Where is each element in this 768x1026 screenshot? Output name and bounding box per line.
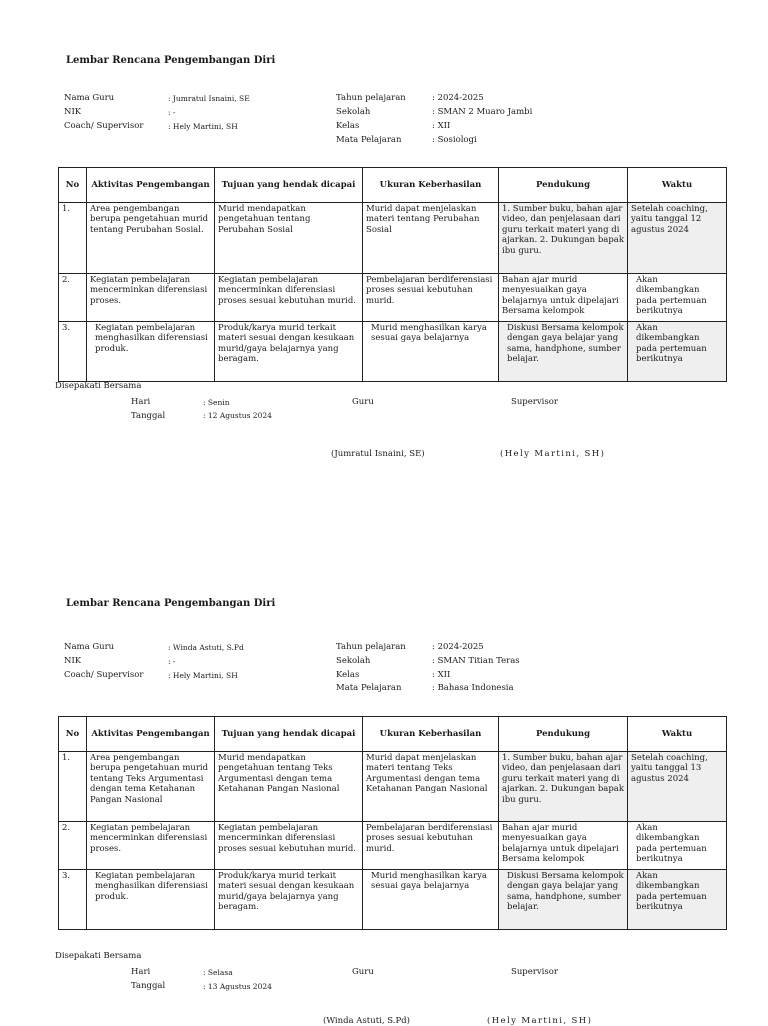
cell-ukuran: Pembelajaran berdiferensiasi proses sesuai kebutuhan murid.	[363, 822, 499, 870]
value-mata-pelajaran: : Sosiologi	[432, 135, 477, 145]
hari-label: Hari	[131, 397, 151, 407]
value-coach-supervisor: : Hely Martini, SH	[168, 671, 238, 680]
cell-tujuan: Kegiatan pembelajaran mencerminkan diferensiasi proses sesuai kebutuhan murid.	[215, 822, 363, 870]
value-nama-guru: : Jumratul Isnaini, SE	[168, 94, 250, 103]
cell-pendukung: 1. Sumber buku, bahan ajar video, dan penjelasaan dari guru terkait materi yang di ajarkan. 2. Dukungan bapak ibu guru.	[499, 203, 628, 274]
cell-ukuran: Murid menghasilkan karya sesuai gaya belajarnya	[363, 322, 499, 382]
cell-ukuran: Murid dapat menjelaskan materi tentang Perubahan Sosial	[363, 203, 499, 274]
cell-ukuran: Pembelajaran berdiferensiasi proses sesuai kebutuhan murid.	[363, 274, 499, 322]
supervisor-signature: (Hely Martini, SH)	[487, 1016, 593, 1026]
label-tahun-pelajaran: Tahun pelajaran	[336, 642, 406, 652]
header-aktivitas: Aktivitas Pengembangan	[87, 717, 215, 752]
cell-tujuan: Kegiatan pembelajaran mencerminkan diferensiasi proses sesuai kebutuhan murid.	[215, 274, 363, 322]
cell-waktu: Akan dikembangkan pada pertemuan berikutnya	[628, 822, 727, 870]
cell-aktivitas: Kegiatan pembelajaran mencerminkan diferensiasi proses.	[87, 274, 215, 322]
cell-no: 1.	[59, 203, 87, 274]
header-waktu: Waktu	[628, 717, 727, 752]
table-row	[59, 203, 727, 274]
cell-no: 2.	[59, 274, 87, 322]
header-aktivitas: Aktivitas Pengembangan	[87, 168, 215, 203]
value-kelas: : XII	[432, 121, 451, 131]
guru-label: Guru	[352, 397, 374, 407]
label-mata-pelajaran: Mata Pelajaran	[336, 135, 402, 145]
value-mata-pelajaran: : Bahasa Indonesia	[432, 683, 514, 693]
cell-waktu: Setelah coaching, yaitu tanggal 12 agustus 2024	[628, 203, 727, 274]
header-pendukung: Pendukung	[499, 168, 628, 203]
cell-aktivitas: Area pengembangan berupa pengetahuan murid tentang Perubahan Sosial.	[87, 203, 215, 274]
cell-aktivitas: Area pengembangan berupa pengetahuan murid tentang Teks Argumentasi dengan tema Ketahanan Pangan Nasional	[87, 752, 215, 822]
tanggal-label: Tanggal	[131, 981, 166, 991]
label-nama-guru: Nama Guru	[64, 642, 115, 652]
header-tujuan: Tujuan yang hendak dicapai	[215, 168, 363, 203]
table-header-row	[59, 168, 727, 203]
cell-waktu: Akan dikembangkan pada pertemuan berikutnya	[628, 870, 727, 930]
label-kelas: Kelas	[336, 670, 360, 680]
tanggal-label: Tanggal	[131, 411, 166, 421]
value-tahun-pelajaran: : 2024-2025	[432, 642, 484, 652]
plan-table	[58, 167, 727, 382]
cell-aktivitas: Kegiatan pembelajaran menghasilkan diferensiasi produk.	[87, 322, 215, 382]
hari-value: : Selasa	[203, 968, 233, 977]
hari-label: Hari	[131, 967, 151, 977]
cell-aktivitas: Kegiatan pembelajaran menghasilkan diferensiasi produk.	[87, 870, 215, 930]
guru-signature: (Jumratul Isnaini, SE)	[331, 449, 425, 459]
label-sekolah: Sekolah	[336, 107, 371, 117]
table-row	[59, 870, 727, 930]
cell-waktu: Akan dikembangkan pada pertemuan berikutnya	[628, 322, 727, 382]
cell-no: 3.	[59, 870, 87, 930]
value-nik: : -	[168, 108, 176, 117]
cell-ukuran: Murid dapat menjelaskan materi tentang Teks Argumentasi dengan tema Ketahanan Pangan Nasional	[363, 752, 499, 822]
label-nik: NIK	[64, 656, 82, 666]
cell-tujuan: Produk/karya murid terkait materi sesuai dengan kesukaan murid/gaya belajarnya yang beragam.	[215, 322, 363, 382]
cell-waktu: Akan dikembangkan pada pertemuan berikutnya	[628, 274, 727, 322]
cell-pendukung: 1. Sumber buku, bahan ajar video, dan penjelasaan dari guru terkait materi yang di ajarkan. 2. Dukungan bapak ibu guru.	[499, 752, 628, 822]
value-tahun-pelajaran: : 2024-2025	[432, 93, 484, 103]
cell-tujuan: Murid mendapatkan pengetahuan tentang Teks Argumentasi dengan tema Ketahanan Pangan Nasional	[215, 752, 363, 822]
cell-aktivitas: Kegiatan pembelajaran mencerminkan diferensiasi proses.	[87, 822, 215, 870]
agreed-label: Disepakati Bersama	[55, 951, 142, 961]
table-header-row	[59, 717, 727, 752]
cell-no: 2.	[59, 822, 87, 870]
cell-tujuan: Murid mendapatkan pengetahuan tentang Perubahan Sosial	[215, 203, 363, 274]
plan-table	[58, 716, 727, 930]
supervisor-label: Supervisor	[511, 967, 558, 977]
header-waktu: Waktu	[628, 168, 727, 203]
header-tujuan: Tujuan yang hendak dicapai	[215, 717, 363, 752]
guru-signature: (Winda Astuti, S.Pd)	[323, 1016, 410, 1026]
value-kelas: : XII	[432, 670, 451, 680]
label-coach-supervisor: Coach/ Supervisor	[64, 121, 144, 131]
cell-pendukung: Bahan ajar murid menyesuaikan gaya belajarnya untuk dipelajari Bersama kelompok	[499, 274, 628, 322]
tanggal-value: : 12 Agustus 2024	[203, 411, 272, 420]
value-coach-supervisor: : Hely Martini, SH	[168, 122, 238, 131]
table-row	[59, 274, 727, 322]
value-sekolah: : SMAN 2 Muaro Jambi	[432, 107, 533, 117]
cell-pendukung: Diskusi Bersama kelompok dengan gaya belajar yang sama, handphone, sumber belajar.	[499, 870, 628, 930]
value-sekolah: : SMAN Titian Teras	[432, 656, 520, 666]
cell-pendukung: Bahan ajar murid menyesuaikan gaya belajarnya untuk dipelajari Bersama kelompok	[499, 822, 628, 870]
label-nik: NIK	[64, 107, 82, 117]
hari-value: : Senin	[203, 398, 230, 407]
supervisor-label: Supervisor	[511, 397, 558, 407]
table-row	[59, 752, 727, 822]
value-nik: : -	[168, 657, 176, 666]
supervisor-signature: (Hely Martini, SH)	[500, 449, 606, 459]
cell-tujuan: Produk/karya murid terkait materi sesuai dengan kesukaan murid/gaya belajarnya yang beragam.	[215, 870, 363, 930]
cell-ukuran: Murid menghasilkan karya sesuai gaya belajarnya	[363, 870, 499, 930]
label-kelas: Kelas	[336, 121, 360, 131]
tanggal-value: : 13 Agustus 2024	[203, 982, 272, 991]
cell-pendukung: Diskusi Bersama kelompok dengan gaya belajar yang sama, handphone, sumber belajar.	[499, 322, 628, 382]
value-nama-guru: : Winda Astuti, S.Pd	[168, 643, 244, 652]
agreed-label: Disepakati Bersama	[55, 381, 142, 391]
cell-waktu: Setelah coaching, yaitu tanggal 13 agustus 2024	[628, 752, 727, 822]
label-tahun-pelajaran: Tahun pelajaran	[336, 93, 406, 103]
header-ukuran: Ukuran Keberhasilan	[363, 717, 499, 752]
label-coach-supervisor: Coach/ Supervisor	[64, 670, 144, 680]
header-ukuran: Ukuran Keberhasilan	[363, 168, 499, 203]
header-pendukung: Pendukung	[499, 717, 628, 752]
table-row	[59, 822, 727, 870]
form-title: Lembar Rencana Pengembangan Diri	[66, 598, 276, 609]
header-no: No	[59, 717, 87, 752]
label-mata-pelajaran: Mata Pelajaran	[336, 683, 402, 693]
header-no: No	[59, 168, 87, 203]
label-sekolah: Sekolah	[336, 656, 371, 666]
cell-no: 3.	[59, 322, 87, 382]
table-row	[59, 322, 727, 382]
cell-no: 1.	[59, 752, 87, 822]
form-title: Lembar Rencana Pengembangan Diri	[66, 55, 276, 66]
guru-label: Guru	[352, 967, 374, 977]
label-nama-guru: Nama Guru	[64, 93, 115, 103]
